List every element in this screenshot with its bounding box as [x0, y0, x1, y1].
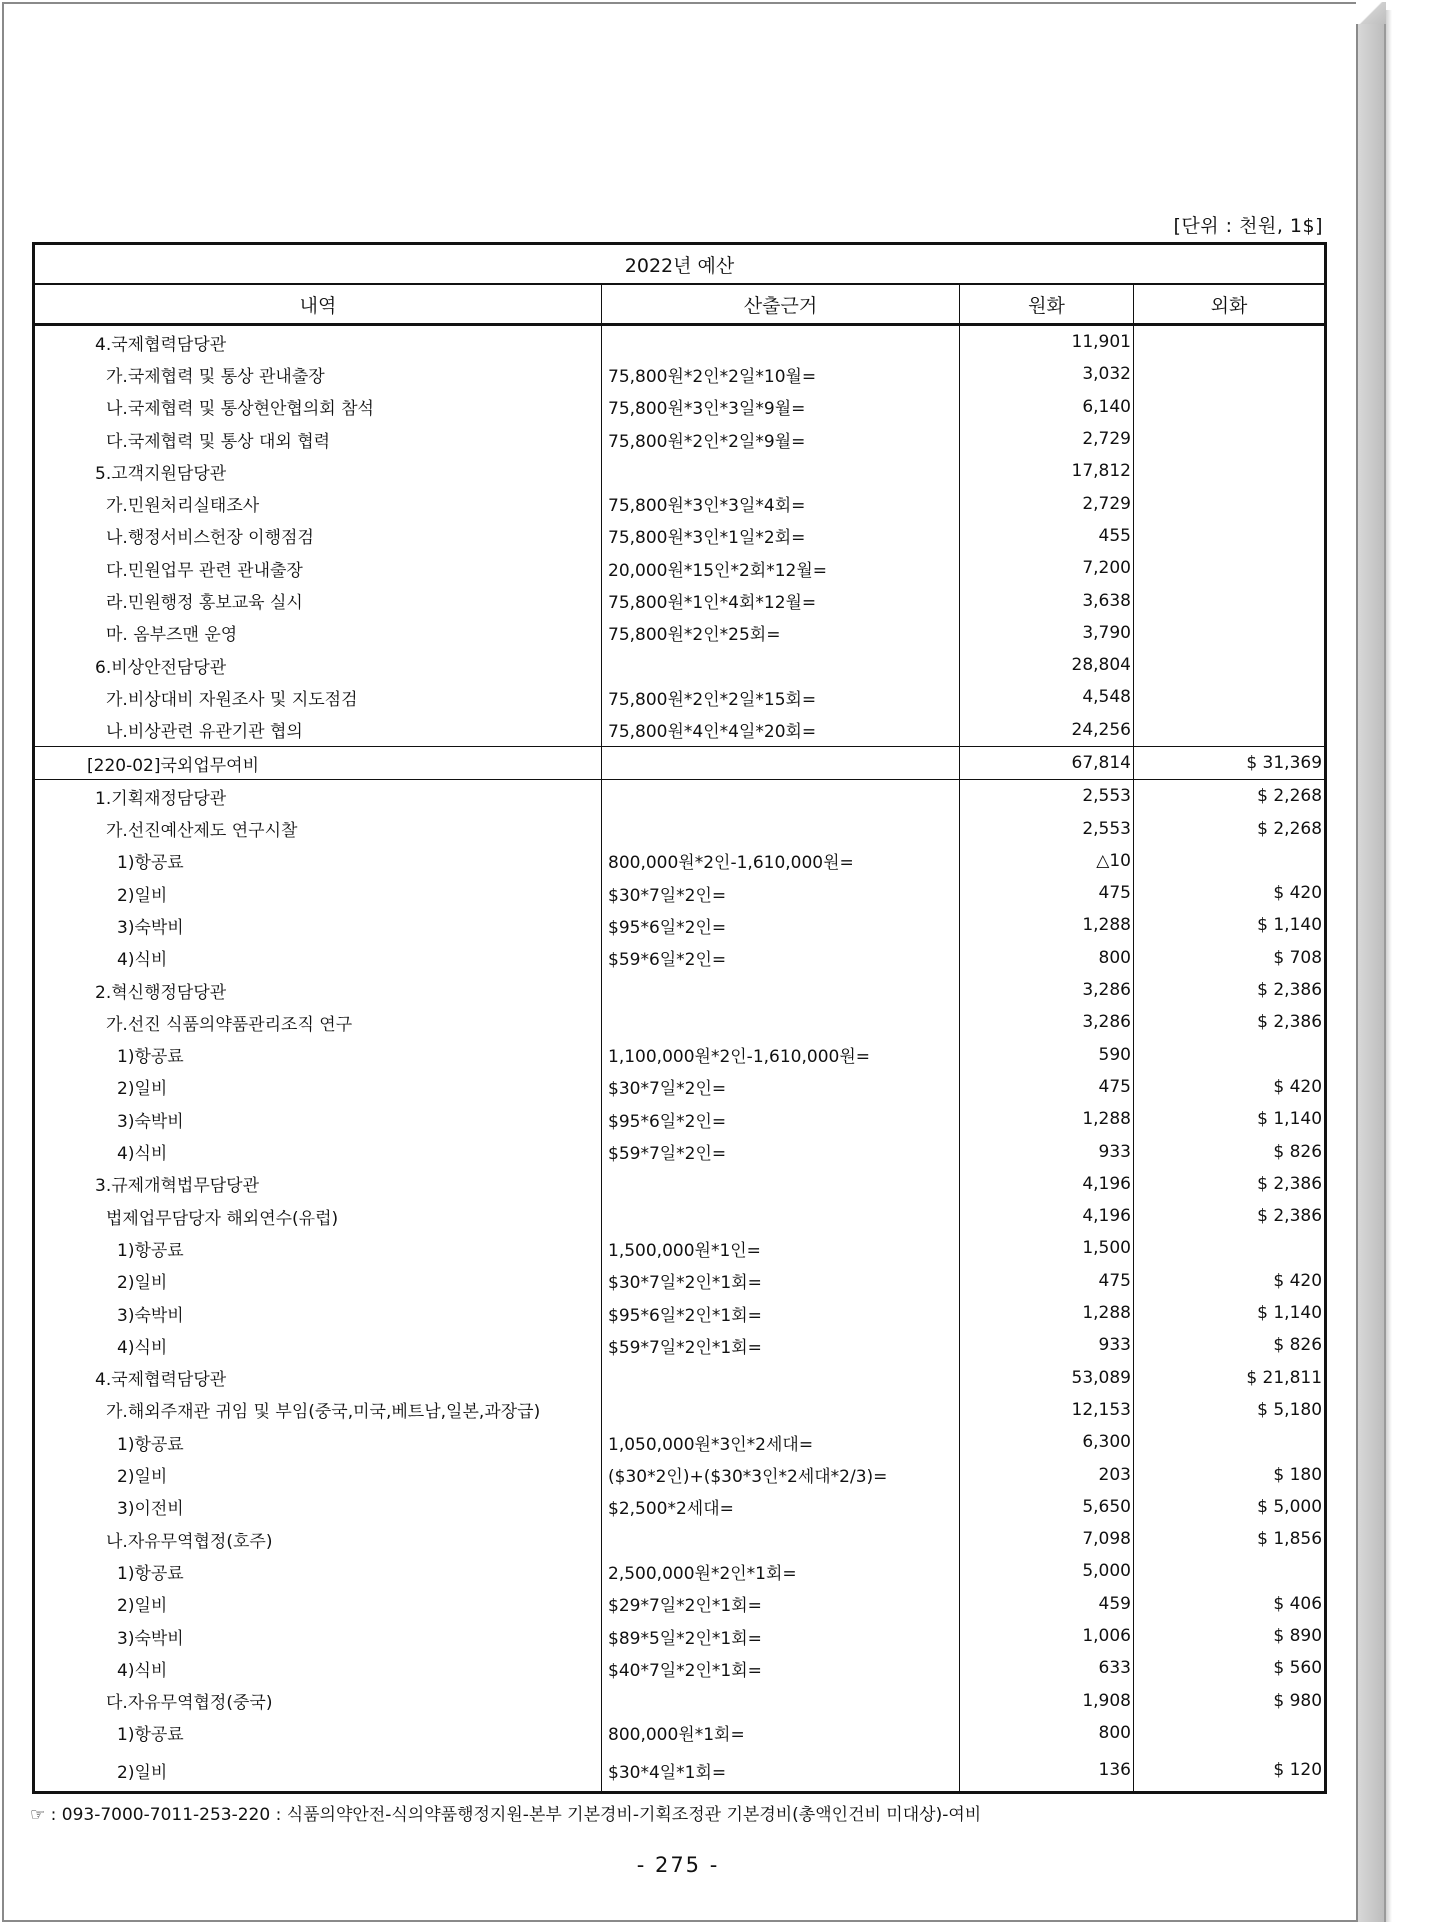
row-item-cell: 4.국제협력담당관: [34, 325, 602, 359]
row-fx-cell: $ 826: [1134, 1135, 1326, 1167]
table-title: 2022년 예산: [34, 244, 1326, 285]
row-fx-cell: [1134, 617, 1326, 649]
row-fx-cell: $ 2,386: [1134, 1006, 1326, 1038]
row-fx-cell: $ 420: [1134, 877, 1326, 909]
row-item-cell: 3.규제개혁법무담당관: [34, 1168, 602, 1200]
row-krw-cell: 3,638: [960, 584, 1134, 616]
row-basis-cell: [602, 746, 960, 779]
row-fx-cell: [1134, 391, 1326, 423]
row-fx-cell: $ 5,000: [1134, 1491, 1326, 1523]
row-item-cell: 나.국제협력 및 통상현안협의회 참석: [34, 391, 602, 423]
row-fx-cell: $ 980: [1134, 1684, 1326, 1716]
row-krw-cell: 4,196: [960, 1200, 1134, 1232]
table-row: [34, 584, 1326, 616]
column-header-item: 내역: [34, 284, 602, 325]
row-item-cell: 나.비상관련 유관기관 협의: [34, 714, 602, 747]
row-item-cell: 4.국제협력담당관: [34, 1362, 602, 1394]
table-row: [34, 1523, 1326, 1555]
row-item-cell: 2)일비: [34, 1071, 602, 1103]
row-krw-cell: 1,288: [960, 909, 1134, 941]
row-krw-cell: 455: [960, 520, 1134, 552]
row-fx-cell: [1134, 649, 1326, 681]
row-fx-cell: $ 180: [1134, 1458, 1326, 1490]
row-basis-cell: $89*5일*2인*1회=: [602, 1620, 960, 1652]
row-item-cell: 2)일비: [34, 1588, 602, 1620]
row-item-cell: 1)항공료: [34, 1039, 602, 1071]
budget-table: [32, 242, 1327, 1794]
row-item-cell: 2)일비: [34, 877, 602, 909]
row-item-cell: 법제업무담당자 해외연수(유럽): [34, 1200, 602, 1232]
table-row: [34, 1006, 1326, 1038]
row-fx-cell: $ 21,811: [1134, 1362, 1326, 1394]
row-item-cell: 나.행정서비스헌장 이행점검: [34, 520, 602, 552]
row-krw-cell: 2,553: [960, 780, 1134, 813]
row-item-cell: 4)식비: [34, 1329, 602, 1361]
row-basis-cell: $30*4일*1회=: [602, 1749, 960, 1793]
row-krw-cell: 475: [960, 877, 1134, 909]
row-item-cell: 마. 옴부즈맨 운영: [34, 617, 602, 649]
row-krw-cell: 933: [960, 1135, 1134, 1167]
row-basis-cell: $29*7일*2인*1회=: [602, 1588, 960, 1620]
row-krw-cell: 2,729: [960, 423, 1134, 455]
row-item-cell: 1)항공료: [34, 1232, 602, 1264]
row-fx-cell: $ 1,140: [1134, 1103, 1326, 1135]
table-row: [34, 1103, 1326, 1135]
row-basis-cell: $95*6일*2인=: [602, 909, 960, 941]
row-fx-cell: [1134, 325, 1326, 359]
table-row: [34, 487, 1326, 519]
row-item-cell: 3)이전비: [34, 1491, 602, 1523]
row-krw-cell: 475: [960, 1265, 1134, 1297]
table-row: [34, 909, 1326, 941]
row-krw-cell: 2,729: [960, 487, 1134, 519]
table-body: [34, 325, 1326, 1793]
table-row: [34, 812, 1326, 844]
table-row: [34, 1652, 1326, 1684]
row-basis-cell: $95*6일*2인=: [602, 1103, 960, 1135]
row-krw-cell: 3,286: [960, 974, 1134, 1006]
table-row: [34, 1684, 1326, 1716]
row-fx-cell: [1134, 358, 1326, 390]
row-krw-cell: 7,200: [960, 552, 1134, 584]
table-row: [34, 1200, 1326, 1232]
row-krw-cell: 2,553: [960, 812, 1134, 844]
row-basis-cell: [602, 1684, 960, 1716]
row-item-cell: 2)일비: [34, 1458, 602, 1490]
row-basis-cell: [602, 1394, 960, 1426]
table-row: [34, 1394, 1326, 1426]
table-row: [34, 1362, 1326, 1394]
row-krw-cell: 7,098: [960, 1523, 1134, 1555]
row-krw-cell: 4,548: [960, 681, 1134, 713]
row-krw-cell: 590: [960, 1039, 1134, 1071]
row-basis-cell: 75,800원*2인*2일*9월=: [602, 423, 960, 455]
row-fx-cell: $ 2,268: [1134, 780, 1326, 813]
table-row: [34, 358, 1326, 390]
table-row: [34, 681, 1326, 713]
row-basis-cell: $59*6일*2인=: [602, 942, 960, 974]
table-row: [34, 1071, 1326, 1103]
row-basis-cell: $2,500*2세대=: [602, 1491, 960, 1523]
row-fx-cell: [1134, 552, 1326, 584]
row-fx-cell: $ 708: [1134, 942, 1326, 974]
table-row: [34, 617, 1326, 649]
row-fx-cell: $ 1,856: [1134, 1523, 1326, 1555]
row-item-cell: 다.민원업무 관련 관내출장: [34, 552, 602, 584]
row-basis-cell: 75,800원*2인*25회=: [602, 617, 960, 649]
row-item-cell: 4)식비: [34, 1135, 602, 1167]
row-fx-cell: [1134, 423, 1326, 455]
row-item-cell: 1)항공료: [34, 1717, 602, 1749]
row-basis-cell: 75,800원*2인*2일*15회=: [602, 681, 960, 713]
row-basis-cell: 75,800원*2인*2일*10월=: [602, 358, 960, 390]
row-fx-cell: $ 1,140: [1134, 909, 1326, 941]
table-row: [34, 649, 1326, 681]
row-fx-cell: [1134, 714, 1326, 747]
row-fx-cell: $ 890: [1134, 1620, 1326, 1652]
row-item-cell: 다.자유무역협정(중국): [34, 1684, 602, 1716]
table-row: [34, 423, 1326, 455]
row-basis-cell: 1,500,000원*1인=: [602, 1232, 960, 1264]
row-item-cell: 3)숙박비: [34, 1620, 602, 1652]
row-item-cell: 2)일비: [34, 1749, 602, 1793]
table-row: [34, 1135, 1326, 1167]
row-krw-cell: 1,006: [960, 1620, 1134, 1652]
row-item-cell: 가.선진 식품의약품관리조직 연구: [34, 1006, 602, 1038]
row-item-cell: 2.혁신행정담당관: [34, 974, 602, 1006]
row-fx-cell: [1134, 1717, 1326, 1749]
row-fx-cell: [1134, 1039, 1326, 1071]
page-stack-edge: [1358, 4, 1386, 1922]
table-row: [34, 1620, 1326, 1652]
row-basis-cell: 75,800원*1인*4회*12월=: [602, 584, 960, 616]
row-fx-cell: $ 2,386: [1134, 1168, 1326, 1200]
row-fx-cell: $ 560: [1134, 1652, 1326, 1684]
row-basis-cell: 1,050,000원*3인*2세대=: [602, 1426, 960, 1458]
table-title-row: [34, 244, 1326, 285]
row-basis-cell: [602, 1523, 960, 1555]
row-basis-cell: 75,800원*4인*4일*20회=: [602, 714, 960, 747]
row-item-cell: 3)숙박비: [34, 1103, 602, 1135]
row-fx-cell: [1134, 1232, 1326, 1264]
row-fx-cell: [1134, 455, 1326, 487]
row-fx-cell: [1134, 487, 1326, 519]
row-basis-cell: $59*7일*2인*1회=: [602, 1329, 960, 1361]
row-krw-cell: 1,288: [960, 1103, 1134, 1135]
row-fx-cell: $ 420: [1134, 1265, 1326, 1297]
row-krw-cell: 1,908: [960, 1684, 1134, 1716]
row-krw-cell: 933: [960, 1329, 1134, 1361]
table-row: [34, 1555, 1326, 1587]
row-item-cell: 2)일비: [34, 1265, 602, 1297]
table-row: [34, 714, 1326, 747]
row-basis-cell: [602, 455, 960, 487]
unit-label: [단위 : 천원, 1$]: [1173, 215, 1323, 237]
row-basis-cell: [602, 1168, 960, 1200]
row-krw-cell: 12,153: [960, 1394, 1134, 1426]
table-row: [34, 1232, 1326, 1264]
row-krw-cell: 136: [960, 1749, 1134, 1793]
row-krw-cell: 633: [960, 1652, 1134, 1684]
row-krw-cell: 11,901: [960, 325, 1134, 359]
row-fx-cell: [1134, 1555, 1326, 1587]
row-item-cell: 3)숙박비: [34, 1297, 602, 1329]
table-row: [34, 746, 1326, 779]
table-row: [34, 1426, 1326, 1458]
table-row: [34, 877, 1326, 909]
row-krw-cell: 5,000: [960, 1555, 1134, 1587]
row-item-cell: [220-02]국외업무여비: [34, 746, 602, 779]
row-fx-cell: $ 406: [1134, 1588, 1326, 1620]
row-fx-cell: $ 31,369: [1134, 746, 1326, 779]
row-item-cell: 1.기획재정담당관: [34, 780, 602, 813]
row-krw-cell: 800: [960, 942, 1134, 974]
row-krw-cell: 3,286: [960, 1006, 1134, 1038]
row-fx-cell: [1134, 584, 1326, 616]
row-item-cell: 4)식비: [34, 942, 602, 974]
table-row: [34, 1265, 1326, 1297]
row-item-cell: 가.선진예산제도 연구시찰: [34, 812, 602, 844]
row-basis-cell: 75,800원*3인*3일*9월=: [602, 391, 960, 423]
row-basis-cell: [602, 325, 960, 359]
table-row: [34, 780, 1326, 813]
row-krw-cell: 24,256: [960, 714, 1134, 747]
column-header-krw: 원화: [960, 284, 1134, 325]
row-basis-cell: [602, 780, 960, 813]
row-fx-cell: $ 2,386: [1134, 974, 1326, 1006]
row-fx-cell: [1134, 520, 1326, 552]
table-row: [34, 325, 1326, 359]
table-row: [34, 1717, 1326, 1749]
row-krw-cell: 1,288: [960, 1297, 1134, 1329]
row-item-cell: 가.비상대비 자원조사 및 지도점검: [34, 681, 602, 713]
row-fx-cell: $ 826: [1134, 1329, 1326, 1361]
table-row: [34, 942, 1326, 974]
row-basis-cell: 75,800원*3인*1일*2회=: [602, 520, 960, 552]
row-basis-cell: [602, 974, 960, 1006]
table-row: [34, 1491, 1326, 1523]
table-row: [34, 1297, 1326, 1329]
row-item-cell: 나.자유무역협정(호주): [34, 1523, 602, 1555]
row-item-cell: 6.비상안전담당관: [34, 649, 602, 681]
row-fx-cell: $ 5,180: [1134, 1394, 1326, 1426]
table-row: [34, 520, 1326, 552]
row-basis-cell: $30*7일*2인=: [602, 1071, 960, 1103]
table-row: [34, 391, 1326, 423]
row-item-cell: 1)항공료: [34, 1555, 602, 1587]
row-fx-cell: [1134, 681, 1326, 713]
table-row: [34, 974, 1326, 1006]
column-header-basis: 산출근거: [602, 284, 960, 325]
row-fx-cell: [1134, 845, 1326, 877]
row-basis-cell: $95*6일*2인*1회=: [602, 1297, 960, 1329]
row-basis-cell: 800,000원*2인-1,610,000원=: [602, 845, 960, 877]
row-basis-cell: [602, 1362, 960, 1394]
row-krw-cell: 53,089: [960, 1362, 1134, 1394]
row-krw-cell: 17,812: [960, 455, 1134, 487]
row-basis-cell: [602, 1200, 960, 1232]
row-basis-cell: $30*7일*2인=: [602, 877, 960, 909]
row-krw-cell: 28,804: [960, 649, 1134, 681]
row-basis-cell: 1,100,000원*2인-1,610,000원=: [602, 1039, 960, 1071]
row-item-cell: 다.국제협력 및 통상 대외 협력: [34, 423, 602, 455]
row-krw-cell: 6,140: [960, 391, 1134, 423]
row-fx-cell: $ 2,386: [1134, 1200, 1326, 1232]
table-row: [34, 455, 1326, 487]
row-item-cell: 가.해외주재관 귀임 및 부임(중국,미국,베트남,일본,과장급): [34, 1394, 602, 1426]
table-row: [34, 1588, 1326, 1620]
row-fx-cell: $ 420: [1134, 1071, 1326, 1103]
row-krw-cell: 3,790: [960, 617, 1134, 649]
row-item-cell: 가.국제협력 및 통상 관내출장: [34, 358, 602, 390]
footnote: ☞ : 093-7000-7011-253-220 : 식품의약안전-식의약품행정지원-본부 기본경비-기획조정관 기본경비(총액인건비 미대상)-여비: [30, 1805, 982, 1825]
row-basis-cell: ($30*2인)+($30*3인*2세대*2/3)=: [602, 1458, 960, 1490]
table-row: [34, 1039, 1326, 1071]
column-header-fx: 외화: [1134, 284, 1326, 325]
table-row: [34, 1458, 1326, 1490]
row-fx-cell: [1134, 1426, 1326, 1458]
row-fx-cell: $ 1,140: [1134, 1297, 1326, 1329]
table-row: [34, 845, 1326, 877]
row-krw-cell: 5,650: [960, 1491, 1134, 1523]
row-item-cell: 1)항공료: [34, 1426, 602, 1458]
row-krw-cell: 800: [960, 1717, 1134, 1749]
row-basis-cell: 800,000원*1회=: [602, 1717, 960, 1749]
page-shadow: [1386, 10, 1392, 1922]
row-krw-cell: 203: [960, 1458, 1134, 1490]
row-krw-cell: 67,814: [960, 746, 1134, 779]
row-basis-cell: [602, 812, 960, 844]
row-basis-cell: $40*7일*2인*1회=: [602, 1652, 960, 1684]
row-krw-cell: 4,196: [960, 1168, 1134, 1200]
row-item-cell: 가.민원처리실태조사: [34, 487, 602, 519]
row-basis-cell: [602, 1006, 960, 1038]
row-basis-cell: [602, 649, 960, 681]
row-fx-cell: $ 2,268: [1134, 812, 1326, 844]
row-item-cell: 1)항공료: [34, 845, 602, 877]
row-fx-cell: $ 120: [1134, 1749, 1326, 1793]
page-number: - 275 -: [636, 1853, 720, 1877]
row-krw-cell: 475: [960, 1071, 1134, 1103]
row-krw-cell: 6,300: [960, 1426, 1134, 1458]
row-basis-cell: 75,800원*3인*3일*4회=: [602, 487, 960, 519]
table-row: [34, 552, 1326, 584]
row-item-cell: 4)식비: [34, 1652, 602, 1684]
row-basis-cell: $30*7일*2인*1회=: [602, 1265, 960, 1297]
row-item-cell: 라.민원행정 홍보교육 실시: [34, 584, 602, 616]
row-item-cell: 3)숙박비: [34, 909, 602, 941]
page-corner-fold: [1356, 2, 1386, 24]
row-basis-cell: $59*7일*2인=: [602, 1135, 960, 1167]
row-krw-cell: 459: [960, 1588, 1134, 1620]
table-row: [34, 1168, 1326, 1200]
row-item-cell: 5.고객지원담당관: [34, 455, 602, 487]
table-row: [34, 1749, 1326, 1793]
row-krw-cell: 3,032: [960, 358, 1134, 390]
row-basis-cell: 20,000원*15인*2회*12월=: [602, 552, 960, 584]
table-row: [34, 1329, 1326, 1361]
table-header-row: [34, 284, 1326, 325]
row-krw-cell: 1,500: [960, 1232, 1134, 1264]
row-krw-cell: △10: [960, 845, 1134, 877]
row-basis-cell: 2,500,000원*2인*1회=: [602, 1555, 960, 1587]
